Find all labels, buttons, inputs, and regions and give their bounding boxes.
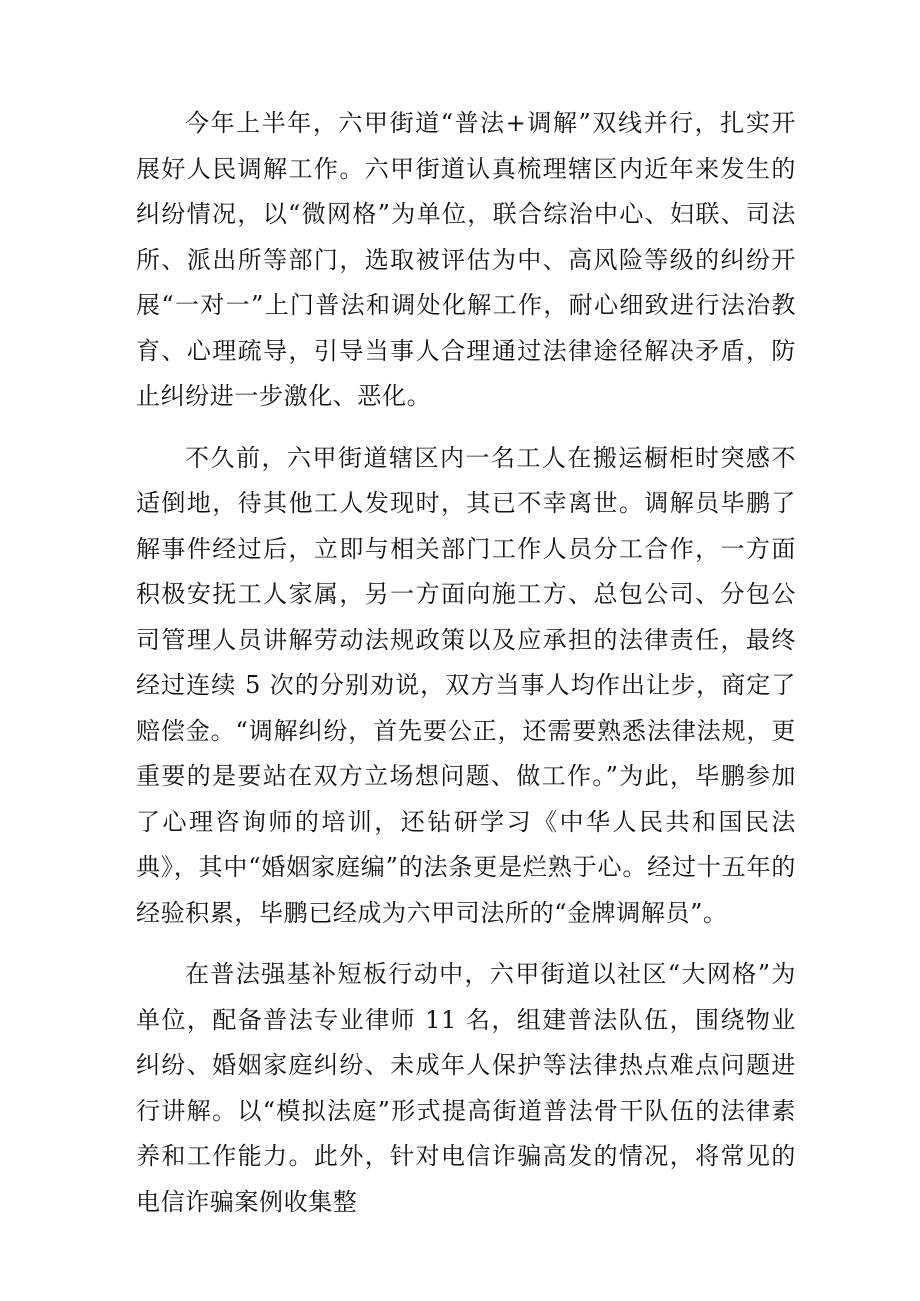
paragraph-3: 在普法强基补短板行动中，六甲街道以社区“大网格”为单位，配备普法专业律师 11 名，组建普法队伍，围绕物业纠纷、婚姻家庭纠纷、未成年人保护等法律热点难点问题进行讲解。以“模拟法庭”形式提高街道普法骨干队伍的法律素养和工作能力。此外，针对电信诈骗高发的情况，将常见的电信诈骗案例收集整 [136,960,796,1216]
paragraph-2: 不久前，六甲街道辖区内一名工人在搬运橱柜时突感不适倒地，待其他工人发现时，其已不幸离世。调解员毕鹏了解事件经过后，立即与相关部门工作人员分工合作，一方面积极安抚工人家属，另一方面向施工方、总包公司、分包公司管理人员讲解劳动法规政策以及应承担的法律责任，最终经过连续 5 次的分别劝说，双方当事人均作出让步，商定了赔偿金。“调解纠纷，首先要公正，还需要熟悉法律法规，更重要的是要站在双方立场想问题、做工作。”为此，毕鹏参加了心理咨询师的培训，还钻研学习《中华人民共和国民法典》，其中“婚姻家庭编”的法条更是烂熟于心。经过十五年的经验积累，毕鹏已经成为六甲司法所的“金牌调解员”。 [136,443,796,927]
paragraph-1: 今年上半年，六甲街道“普法+调解”双线并行，扎实开展好人民调解工作。六甲街道认真梳理辖区内近年来发生的纠纷情况，以“微网格”为单位，联合综治中心、妇联、司法所、派出所等部门，选取被评估为中、高风险等级的纠纷开展“一对一”上门普法和调处化解工作，耐心细致进行法治教育、心理疏导，引导当事人合理通过法律途径解决矛盾，防止纠纷进一步激化、恶化。 [136,109,796,410]
document-body [136,101,796,1225]
